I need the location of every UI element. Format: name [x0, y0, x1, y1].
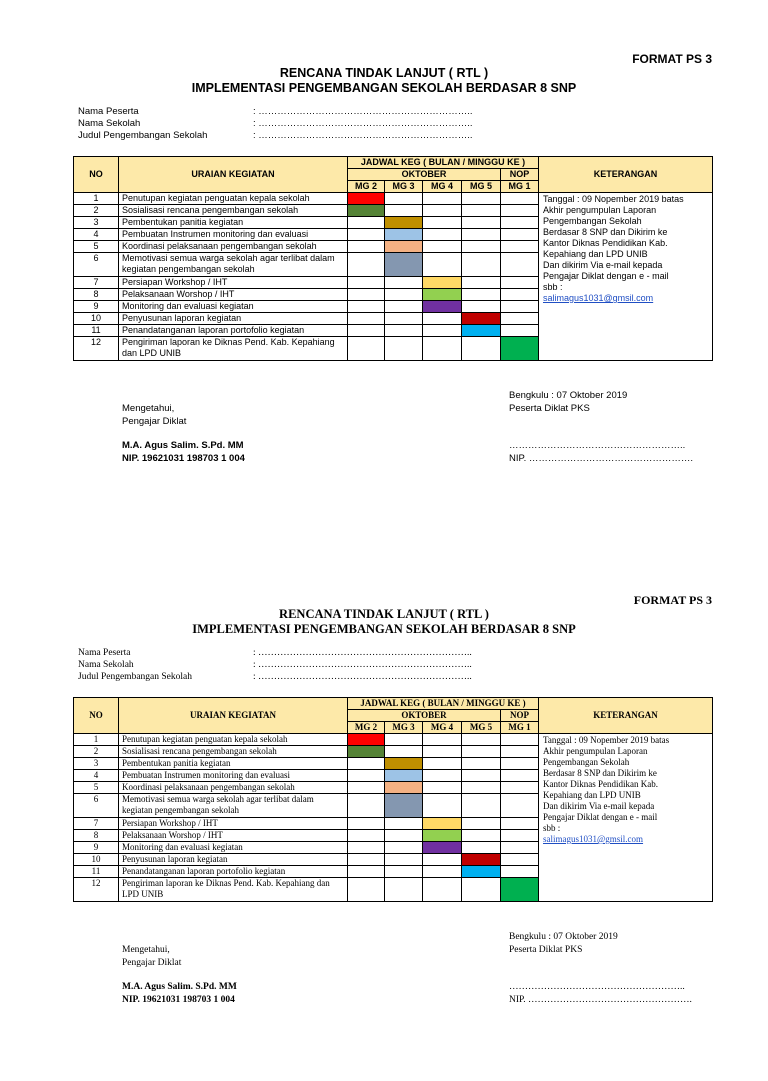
header-week: MG 5 [462, 722, 501, 734]
week-cell [423, 782, 462, 794]
row-uraian: Penutupan kegiatan penguatan kepala sekolah [119, 193, 348, 205]
header-week: MG 2 [348, 181, 385, 193]
row-uraian: Pelaksanaan Worshop / IHT [119, 830, 348, 842]
email-link[interactable]: salimagus1031@gmsil.com [543, 834, 644, 844]
week-cell [462, 830, 501, 842]
schedule-bar [462, 313, 501, 325]
field-judul [78, 130, 473, 142]
week-cell [501, 734, 539, 746]
row-uraian: Sosialisasi rencana pengembangan sekolah [119, 746, 348, 758]
week-cell [462, 217, 501, 229]
table-row [74, 193, 713, 205]
week-cell [462, 289, 501, 301]
week-cell [348, 818, 385, 830]
place-date: Bengkulu : 07 Oktober 2019 [509, 390, 628, 401]
field-label: Nama Peserta [78, 106, 139, 117]
signer-name: M.A. Agus Salim. S.Pd. MM [122, 440, 244, 451]
header-oktober: OKTOBER [348, 169, 501, 181]
week-cell [348, 313, 385, 325]
participant-info [78, 647, 472, 683]
week-cell [501, 289, 539, 301]
week-cell [385, 878, 423, 902]
week-cell [462, 758, 501, 770]
header-week: MG 3 [385, 181, 423, 193]
row-uraian: Koordinasi pelaksanaan pengembangan sekolah [119, 241, 348, 253]
keterangan-line: Akhir pengumpulan Laporan [543, 746, 648, 756]
header-nop: NOP [501, 710, 539, 722]
week-cell [385, 277, 423, 289]
header-week: MG 4 [423, 722, 462, 734]
schedule-bar [423, 277, 462, 289]
field-label: Judul Pengembangan Sekolah [78, 130, 208, 141]
week-cell [501, 241, 539, 253]
mengetahui-label: Mengetahui, [122, 945, 170, 955]
keterangan-line: Kepahiang dan LPD UNIB [543, 790, 641, 800]
row-number: 12 [74, 337, 119, 361]
mengetahui-label: Mengetahui, [122, 403, 175, 414]
header-week: MG 1 [501, 722, 539, 734]
header-uraian: URAIAN KEGIATAN [119, 698, 348, 734]
keterangan-line: Kantor Diknas Pendidikan Kab. [543, 238, 668, 248]
row-number: 4 [74, 229, 119, 241]
week-cell [348, 842, 385, 854]
schedule-bar [423, 301, 462, 313]
week-cell [462, 253, 501, 277]
row-uraian: Pembentukan panitia kegiatan [119, 758, 348, 770]
schedule-bar [462, 866, 501, 878]
keterangan-line: Tanggal : 09 Nopember 2019 batas [543, 735, 670, 745]
row-uraian: Sosialisasi rencana pengembangan sekolah [119, 205, 348, 217]
week-cell [348, 325, 385, 337]
week-cell [501, 770, 539, 782]
row-number: 8 [74, 289, 119, 301]
keterangan-line: Dan dikirim Via e-mail kepada [543, 260, 663, 270]
schedule-bar [385, 229, 423, 241]
schedule-bar [385, 253, 423, 277]
row-number: 11 [74, 325, 119, 337]
row-number: 2 [74, 205, 119, 217]
schedule-bar [348, 193, 385, 205]
week-cell [423, 770, 462, 782]
row-number: 1 [74, 734, 119, 746]
pengajar-label: Pengajar Diklat [122, 957, 182, 968]
field-value: : ………………………………………………………….. [253, 648, 472, 658]
week-cell [501, 854, 539, 866]
week-cell [462, 301, 501, 313]
week-cell [462, 277, 501, 289]
week-cell [385, 205, 423, 217]
week-cell [501, 842, 539, 854]
field-value: : ………………………………………………………….. [253, 118, 473, 129]
pengajar-label: Pengajar Diklat [122, 415, 187, 427]
row-uraian: Persiapan Workshop / IHT [119, 818, 348, 830]
header-no: NO [74, 698, 119, 734]
week-cell [462, 770, 501, 782]
row-number: 2 [74, 746, 119, 758]
signature-left [122, 403, 245, 465]
blank-nip-line: NIP. ……………………………………………. [509, 452, 694, 464]
blank-nip-line: NIP. ……………………………………………. [509, 994, 692, 1005]
keterangan-line: Kantor Diknas Pendidikan Kab. [543, 779, 658, 789]
header-jadwal: JADWAL KEG ( BULAN / MINGGU KE ) [348, 157, 539, 169]
week-cell [348, 217, 385, 229]
field-nama-sekolah [78, 659, 472, 671]
week-cell [462, 818, 501, 830]
document-subtitle: IMPLEMENTASI PENGEMBANGAN SEKOLAH BERDASAR 8 SNP [192, 622, 576, 636]
blank-name-line: ……………………………………………….. [509, 440, 686, 451]
keterangan-line: Berdasar 8 SNP dan Dikirim ke [543, 768, 657, 778]
week-cell [385, 313, 423, 325]
field-value: : ………………………………………………………….. [253, 660, 472, 670]
row-number: 5 [74, 241, 119, 253]
week-cell [385, 746, 423, 758]
keterangan-line: Pengajar Diklat dengan e - mail [543, 812, 658, 822]
row-number: 10 [74, 854, 119, 866]
week-cell [423, 217, 462, 229]
header-week: MG 5 [462, 181, 501, 193]
header-keterangan: KETERANGAN [539, 157, 713, 193]
week-cell [462, 337, 501, 361]
week-cell [423, 313, 462, 325]
schedule-bar [423, 830, 462, 842]
email-link[interactable]: salimagus1031@gmsil.com [543, 293, 654, 303]
week-cell [501, 746, 539, 758]
week-cell [501, 217, 539, 229]
week-cell [501, 758, 539, 770]
row-number: 7 [74, 277, 119, 289]
week-cell [462, 241, 501, 253]
keterangan-line: Dan dikirim Via e-mail kepada [543, 801, 655, 811]
field-label: Judul Pengembangan Sekolah [78, 672, 192, 682]
row-uraian: Persiapan Workshop / IHT [119, 277, 348, 289]
week-cell [462, 229, 501, 241]
field-label: Nama Peserta [78, 648, 131, 658]
schedule-bar [423, 818, 462, 830]
peserta-label: Peserta Diklat PKS [509, 402, 590, 414]
row-number: 10 [74, 313, 119, 325]
row-uraian: Pembuatan Instrumen monitoring dan evaluasi [119, 229, 348, 241]
week-cell [348, 229, 385, 241]
row-uraian: Pengiriman laporan ke Diknas Pend. Kab. Kepahiang dan LPD UNIB [119, 878, 348, 902]
week-cell [423, 241, 462, 253]
format-code: FORMAT PS 3 [632, 52, 712, 66]
schedule-bar [423, 842, 462, 854]
week-cell [385, 866, 423, 878]
week-cell [385, 337, 423, 361]
week-cell [501, 830, 539, 842]
participant-info [78, 106, 473, 142]
week-cell [385, 301, 423, 313]
document-title: RENCANA TINDAK LANJUT ( RTL ) [279, 66, 489, 80]
keterangan-line: Kepahiang dan LPD UNIB [543, 249, 648, 259]
row-number: 9 [74, 301, 119, 313]
week-cell [423, 325, 462, 337]
row-number: 8 [74, 830, 119, 842]
signature-right [509, 390, 693, 465]
week-cell [501, 313, 539, 325]
week-cell [501, 277, 539, 289]
week-cell [348, 301, 385, 313]
week-cell [348, 289, 385, 301]
header-week: MG 4 [423, 181, 462, 193]
row-uraian: Penandatanganan laporan portofolio kegiatan [119, 325, 348, 337]
week-cell [462, 193, 501, 205]
week-cell [462, 878, 501, 902]
week-cell [423, 337, 462, 361]
document-copy-2 [0, 541, 768, 1081]
week-cell [348, 794, 385, 818]
week-cell [423, 229, 462, 241]
field-nama-peserta [78, 106, 473, 118]
week-cell [385, 289, 423, 301]
document-title: RENCANA TINDAK LANJUT ( RTL ) [279, 607, 489, 621]
row-uraian: Penyusunan laporan kegiatan [119, 313, 348, 325]
week-cell [348, 854, 385, 866]
row-uraian: Pembuatan Instrumen monitoring dan evaluasi [119, 770, 348, 782]
week-cell [462, 205, 501, 217]
row-number: 3 [74, 217, 119, 229]
week-cell [423, 758, 462, 770]
week-cell [423, 734, 462, 746]
peserta-label: Peserta Diklat PKS [509, 944, 583, 955]
blank-name-line: ……………………………………………….. [509, 982, 685, 992]
header-oktober: OKTOBER [348, 710, 501, 722]
week-cell [385, 193, 423, 205]
week-cell [348, 878, 385, 902]
row-number: 11 [74, 866, 119, 878]
row-number: 6 [74, 253, 119, 277]
week-cell [501, 782, 539, 794]
week-cell [348, 830, 385, 842]
keterangan-line: sbb : [543, 823, 561, 833]
week-cell [385, 818, 423, 830]
week-cell [462, 782, 501, 794]
week-cell [462, 746, 501, 758]
row-uraian: Memotivasi semua warga sekolah agar terlibat dalam kegiatan pengembangan sekolah [119, 794, 348, 818]
week-cell [501, 253, 539, 277]
schedule-bar [348, 734, 385, 746]
schedule-bar [385, 782, 423, 794]
row-uraian: Monitoring dan evaluasi kegiatan [119, 842, 348, 854]
week-cell [348, 277, 385, 289]
row-number: 5 [74, 782, 119, 794]
week-cell [348, 782, 385, 794]
week-cell [385, 830, 423, 842]
table-row [74, 734, 713, 746]
schedule-bar [385, 241, 423, 253]
row-uraian: Pembentukan panitia kegiatan [119, 217, 348, 229]
field-nama-peserta [78, 647, 472, 659]
schedule-bar [423, 289, 462, 301]
week-cell [501, 818, 539, 830]
week-cell [462, 734, 501, 746]
week-cell [423, 746, 462, 758]
row-uraian: Penutupan kegiatan penguatan kepala sekolah [119, 734, 348, 746]
week-cell [348, 253, 385, 277]
schedule-bar [348, 746, 385, 758]
header-keterangan: KETERANGAN [539, 698, 713, 734]
header-week: MG 3 [385, 722, 423, 734]
signature-right [509, 931, 692, 1006]
row-uraian: Pengiriman laporan ke Diknas Pend. Kab. Kepahiang dan LPD UNIB [119, 337, 348, 361]
keterangan-line: Pengajar Diklat dengan e - mail [543, 271, 669, 281]
field-value: : ………………………………………………………….. [253, 106, 473, 117]
document-copy-1 [0, 0, 768, 540]
week-cell [423, 794, 462, 818]
schedule-bar [462, 325, 501, 337]
keterangan-line: Tanggal : 09 Nopember 2019 batas [543, 194, 684, 204]
document-subtitle: IMPLEMENTASI PENGEMBANGAN SEKOLAH BERDASAR 8 SNP [191, 81, 577, 95]
row-number: 3 [74, 758, 119, 770]
schedule-bar [385, 770, 423, 782]
row-number: 9 [74, 842, 119, 854]
schedule-bar [385, 758, 423, 770]
week-cell [348, 337, 385, 361]
week-cell [423, 205, 462, 217]
schedule-bar [501, 878, 539, 902]
schedule-bar [462, 854, 501, 866]
week-cell [423, 253, 462, 277]
field-value: : ………………………………………………………….. [253, 672, 472, 682]
week-cell [348, 758, 385, 770]
header-no: NO [74, 157, 119, 193]
week-cell [423, 193, 462, 205]
row-uraian: Koordinasi pelaksanaan pengembangan sekolah [119, 782, 348, 794]
row-number: 12 [74, 878, 119, 902]
keterangan-line: sbb : [543, 282, 563, 292]
week-cell [385, 325, 423, 337]
row-uraian: Monitoring dan evaluasi kegiatan [119, 301, 348, 313]
row-uraian: Penandatanganan laporan portofolio kegiatan [119, 866, 348, 878]
field-label: Nama Sekolah [78, 118, 141, 129]
week-cell [423, 866, 462, 878]
week-cell [385, 854, 423, 866]
week-cell [501, 301, 539, 313]
place-date: Bengkulu : 07 Oktober 2019 [509, 932, 618, 942]
week-cell [348, 241, 385, 253]
keterangan-line: Akhir pengumpulan Laporan [543, 205, 657, 215]
week-cell [501, 193, 539, 205]
week-cell [462, 842, 501, 854]
row-uraian: Memotivasi semua warga sekolah agar terlibat dalam kegiatan pengembangan sekolah [119, 253, 348, 277]
header-jadwal: JADWAL KEG ( BULAN / MINGGU KE ) [348, 698, 539, 710]
format-code: FORMAT PS 3 [633, 593, 712, 607]
week-cell [501, 794, 539, 818]
keterangan-line: Berdasar 8 SNP dan Dikirim ke [543, 227, 668, 237]
week-cell [423, 854, 462, 866]
week-cell [501, 866, 539, 878]
week-cell [348, 770, 385, 782]
signer-nip: NIP. 19621031 198703 1 004 [122, 452, 245, 464]
row-number: 4 [74, 770, 119, 782]
schedule-table [73, 697, 713, 902]
week-cell [385, 842, 423, 854]
row-uraian: Pelaksanaan Worshop / IHT [119, 289, 348, 301]
field-value: : ………………………………………………………….. [253, 130, 473, 141]
week-cell [348, 866, 385, 878]
header-nop: NOP [501, 169, 539, 181]
field-nama-sekolah [78, 118, 473, 130]
schedule-table [73, 156, 713, 361]
keterangan-cell [539, 193, 713, 361]
week-cell [501, 325, 539, 337]
header-uraian: URAIAN KEGIATAN [119, 157, 348, 193]
field-label: Nama Sekolah [78, 660, 134, 670]
keterangan-line: Pengembangan Sekolah [543, 757, 630, 767]
week-cell [385, 734, 423, 746]
keterangan-cell [539, 734, 713, 902]
schedule-bar [348, 205, 385, 217]
header-week: MG 2 [348, 722, 385, 734]
row-number: 7 [74, 818, 119, 830]
signer-name: M.A. Agus Salim. S.Pd. MM [122, 982, 237, 992]
week-cell [501, 205, 539, 217]
signer-nip: NIP. 19621031 198703 1 004 [122, 994, 235, 1005]
schedule-bar [385, 794, 423, 818]
week-cell [501, 229, 539, 241]
schedule-bar [501, 337, 539, 361]
header-week: MG 1 [501, 181, 539, 193]
row-number: 6 [74, 794, 119, 818]
week-cell [462, 794, 501, 818]
field-judul [78, 671, 472, 683]
row-number: 1 [74, 193, 119, 205]
schedule-bar [385, 217, 423, 229]
keterangan-line: Pengembangan Sekolah [543, 216, 642, 226]
signature-left [122, 944, 237, 1006]
row-uraian: Penyusunan laporan kegiatan [119, 854, 348, 866]
week-cell [423, 878, 462, 902]
